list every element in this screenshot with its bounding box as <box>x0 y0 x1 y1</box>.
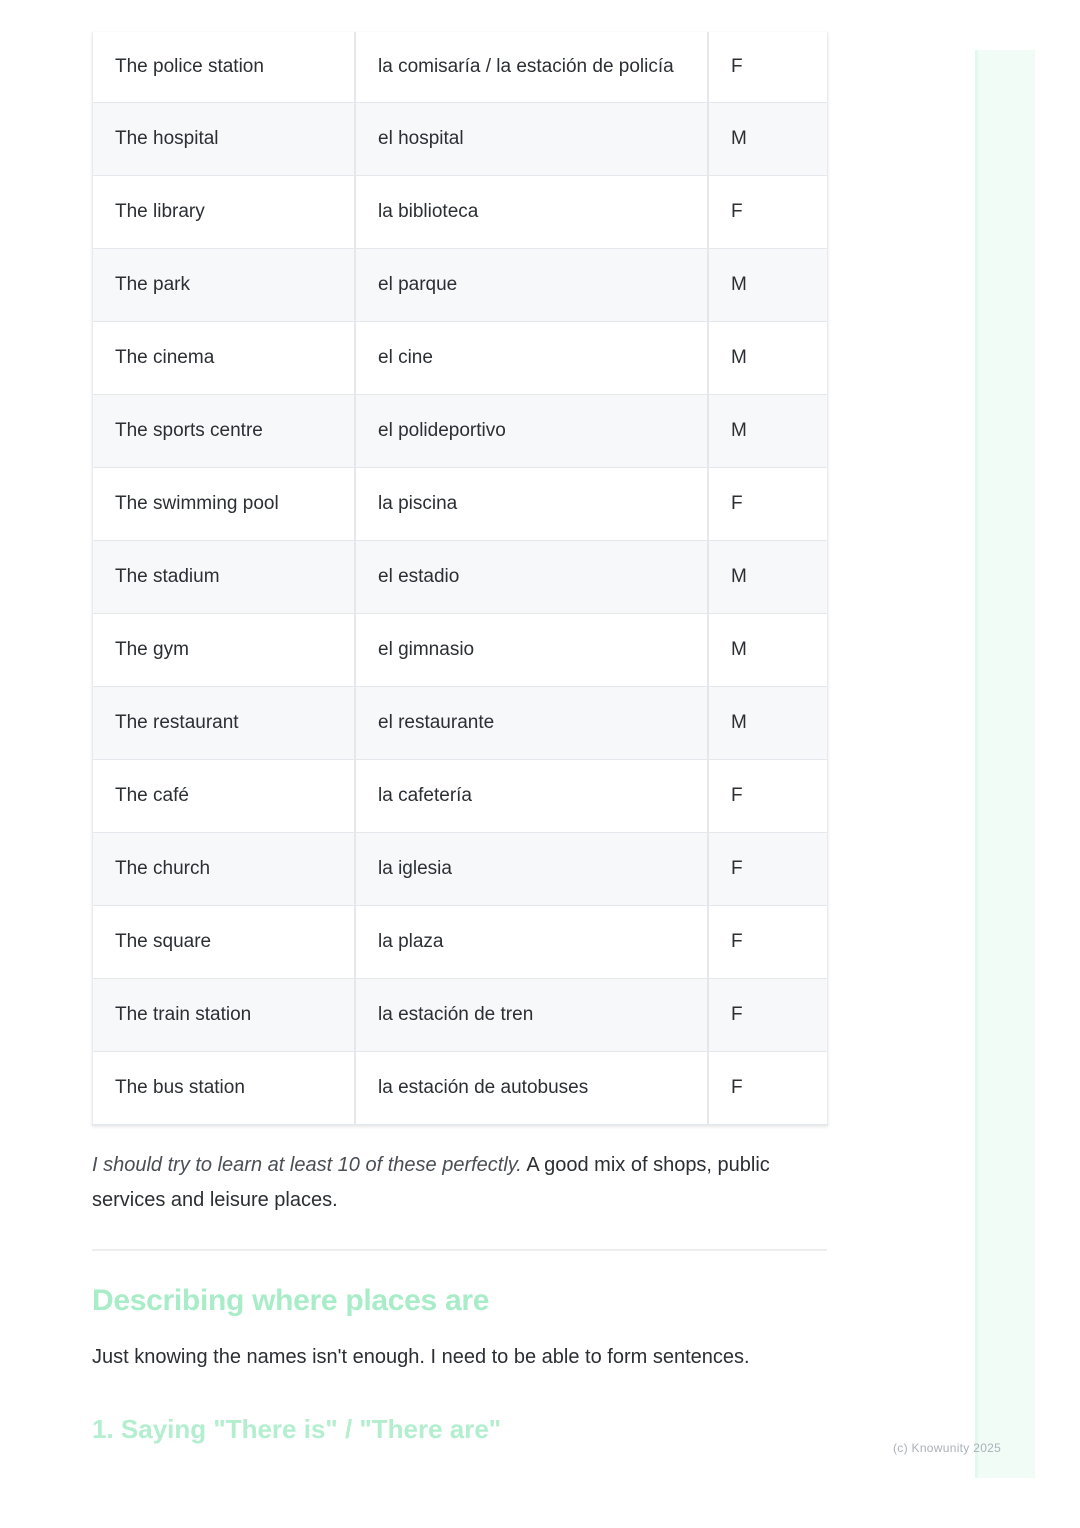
cell-gender: F <box>708 906 827 979</box>
cell-english: The hospital <box>93 103 355 176</box>
vocab-table-container <box>92 32 828 1126</box>
section-heading: Describing where places are <box>92 1284 490 1317</box>
cell-gender: M <box>708 322 827 395</box>
cell-gender: M <box>708 687 827 760</box>
cell-english: The gym <box>93 614 355 687</box>
cell-spanish: la estación de autobuses <box>355 1052 708 1125</box>
cell-spanish: el estadio <box>355 541 708 614</box>
cell-spanish: la comisaría / la estación de policía <box>355 32 708 103</box>
vocab-table-body <box>93 32 827 1125</box>
cell-gender: F <box>708 176 827 249</box>
cell-english: The library <box>93 176 355 249</box>
table-row <box>93 979 827 1052</box>
study-note <box>92 1148 832 1218</box>
cell-gender: F <box>708 468 827 541</box>
cell-english: The café <box>93 760 355 833</box>
table-row <box>93 176 827 249</box>
cell-english: The swimming pool <box>93 468 355 541</box>
cell-english: The park <box>93 249 355 322</box>
section-subheading: 1. Saying "There is" / "There are" <box>92 1414 502 1444</box>
cell-english: The sports centre <box>93 395 355 468</box>
cell-english: The bus station <box>93 1052 355 1125</box>
cell-spanish: el hospital <box>355 103 708 176</box>
table-row <box>93 103 827 176</box>
table-row <box>93 1052 827 1125</box>
cell-spanish: la plaza <box>355 906 708 979</box>
cell-spanish: el gimnasio <box>355 614 708 687</box>
cell-english: The cinema <box>93 322 355 395</box>
copyright-text: (c) Knowunity 2025 <box>893 1441 1002 1455</box>
cell-spanish: el polideportivo <box>355 395 708 468</box>
cell-gender: F <box>708 32 827 103</box>
side-panel <box>975 50 1035 1478</box>
cell-gender: M <box>708 103 827 176</box>
cell-gender: F <box>708 979 827 1052</box>
cell-spanish: el cine <box>355 322 708 395</box>
divider <box>92 1249 827 1251</box>
cell-english: The restaurant <box>93 687 355 760</box>
table-row <box>93 468 827 541</box>
cell-gender: F <box>708 833 827 906</box>
cell-spanish: la cafetería <box>355 760 708 833</box>
cell-gender: M <box>708 395 827 468</box>
cell-gender: M <box>708 541 827 614</box>
table-row <box>93 760 827 833</box>
table-row <box>93 833 827 906</box>
cell-gender: M <box>708 614 827 687</box>
cell-spanish: el parque <box>355 249 708 322</box>
table-row <box>93 395 827 468</box>
vocab-table <box>93 32 827 1125</box>
table-row <box>93 687 827 760</box>
table-row <box>93 906 827 979</box>
cell-spanish: el restaurante <box>355 687 708 760</box>
section-paragraph: Just knowing the names isn't enough. I need to be able to form sentences. <box>92 1346 750 1368</box>
table-row <box>93 32 827 103</box>
cell-spanish: la iglesia <box>355 833 708 906</box>
cell-gender: F <box>708 760 827 833</box>
cell-spanish: la biblioteca <box>355 176 708 249</box>
cell-english: The train station <box>93 979 355 1052</box>
cell-spanish: la piscina <box>355 468 708 541</box>
cell-spanish: la estación de tren <box>355 979 708 1052</box>
table-row <box>93 249 827 322</box>
table-row <box>93 541 827 614</box>
study-note-text: A good mix of shops, public services and leisure places. <box>92 1154 770 1211</box>
cell-english: The police station <box>93 32 355 103</box>
cell-english: The church <box>93 833 355 906</box>
table-row <box>93 322 827 395</box>
study-note-italic: I should try to learn at least 10 of these perfectly. <box>92 1154 522 1176</box>
cell-gender: M <box>708 249 827 322</box>
table-row <box>93 614 827 687</box>
cell-english: The stadium <box>93 541 355 614</box>
cell-english: The square <box>93 906 355 979</box>
cell-gender: F <box>708 1052 827 1125</box>
